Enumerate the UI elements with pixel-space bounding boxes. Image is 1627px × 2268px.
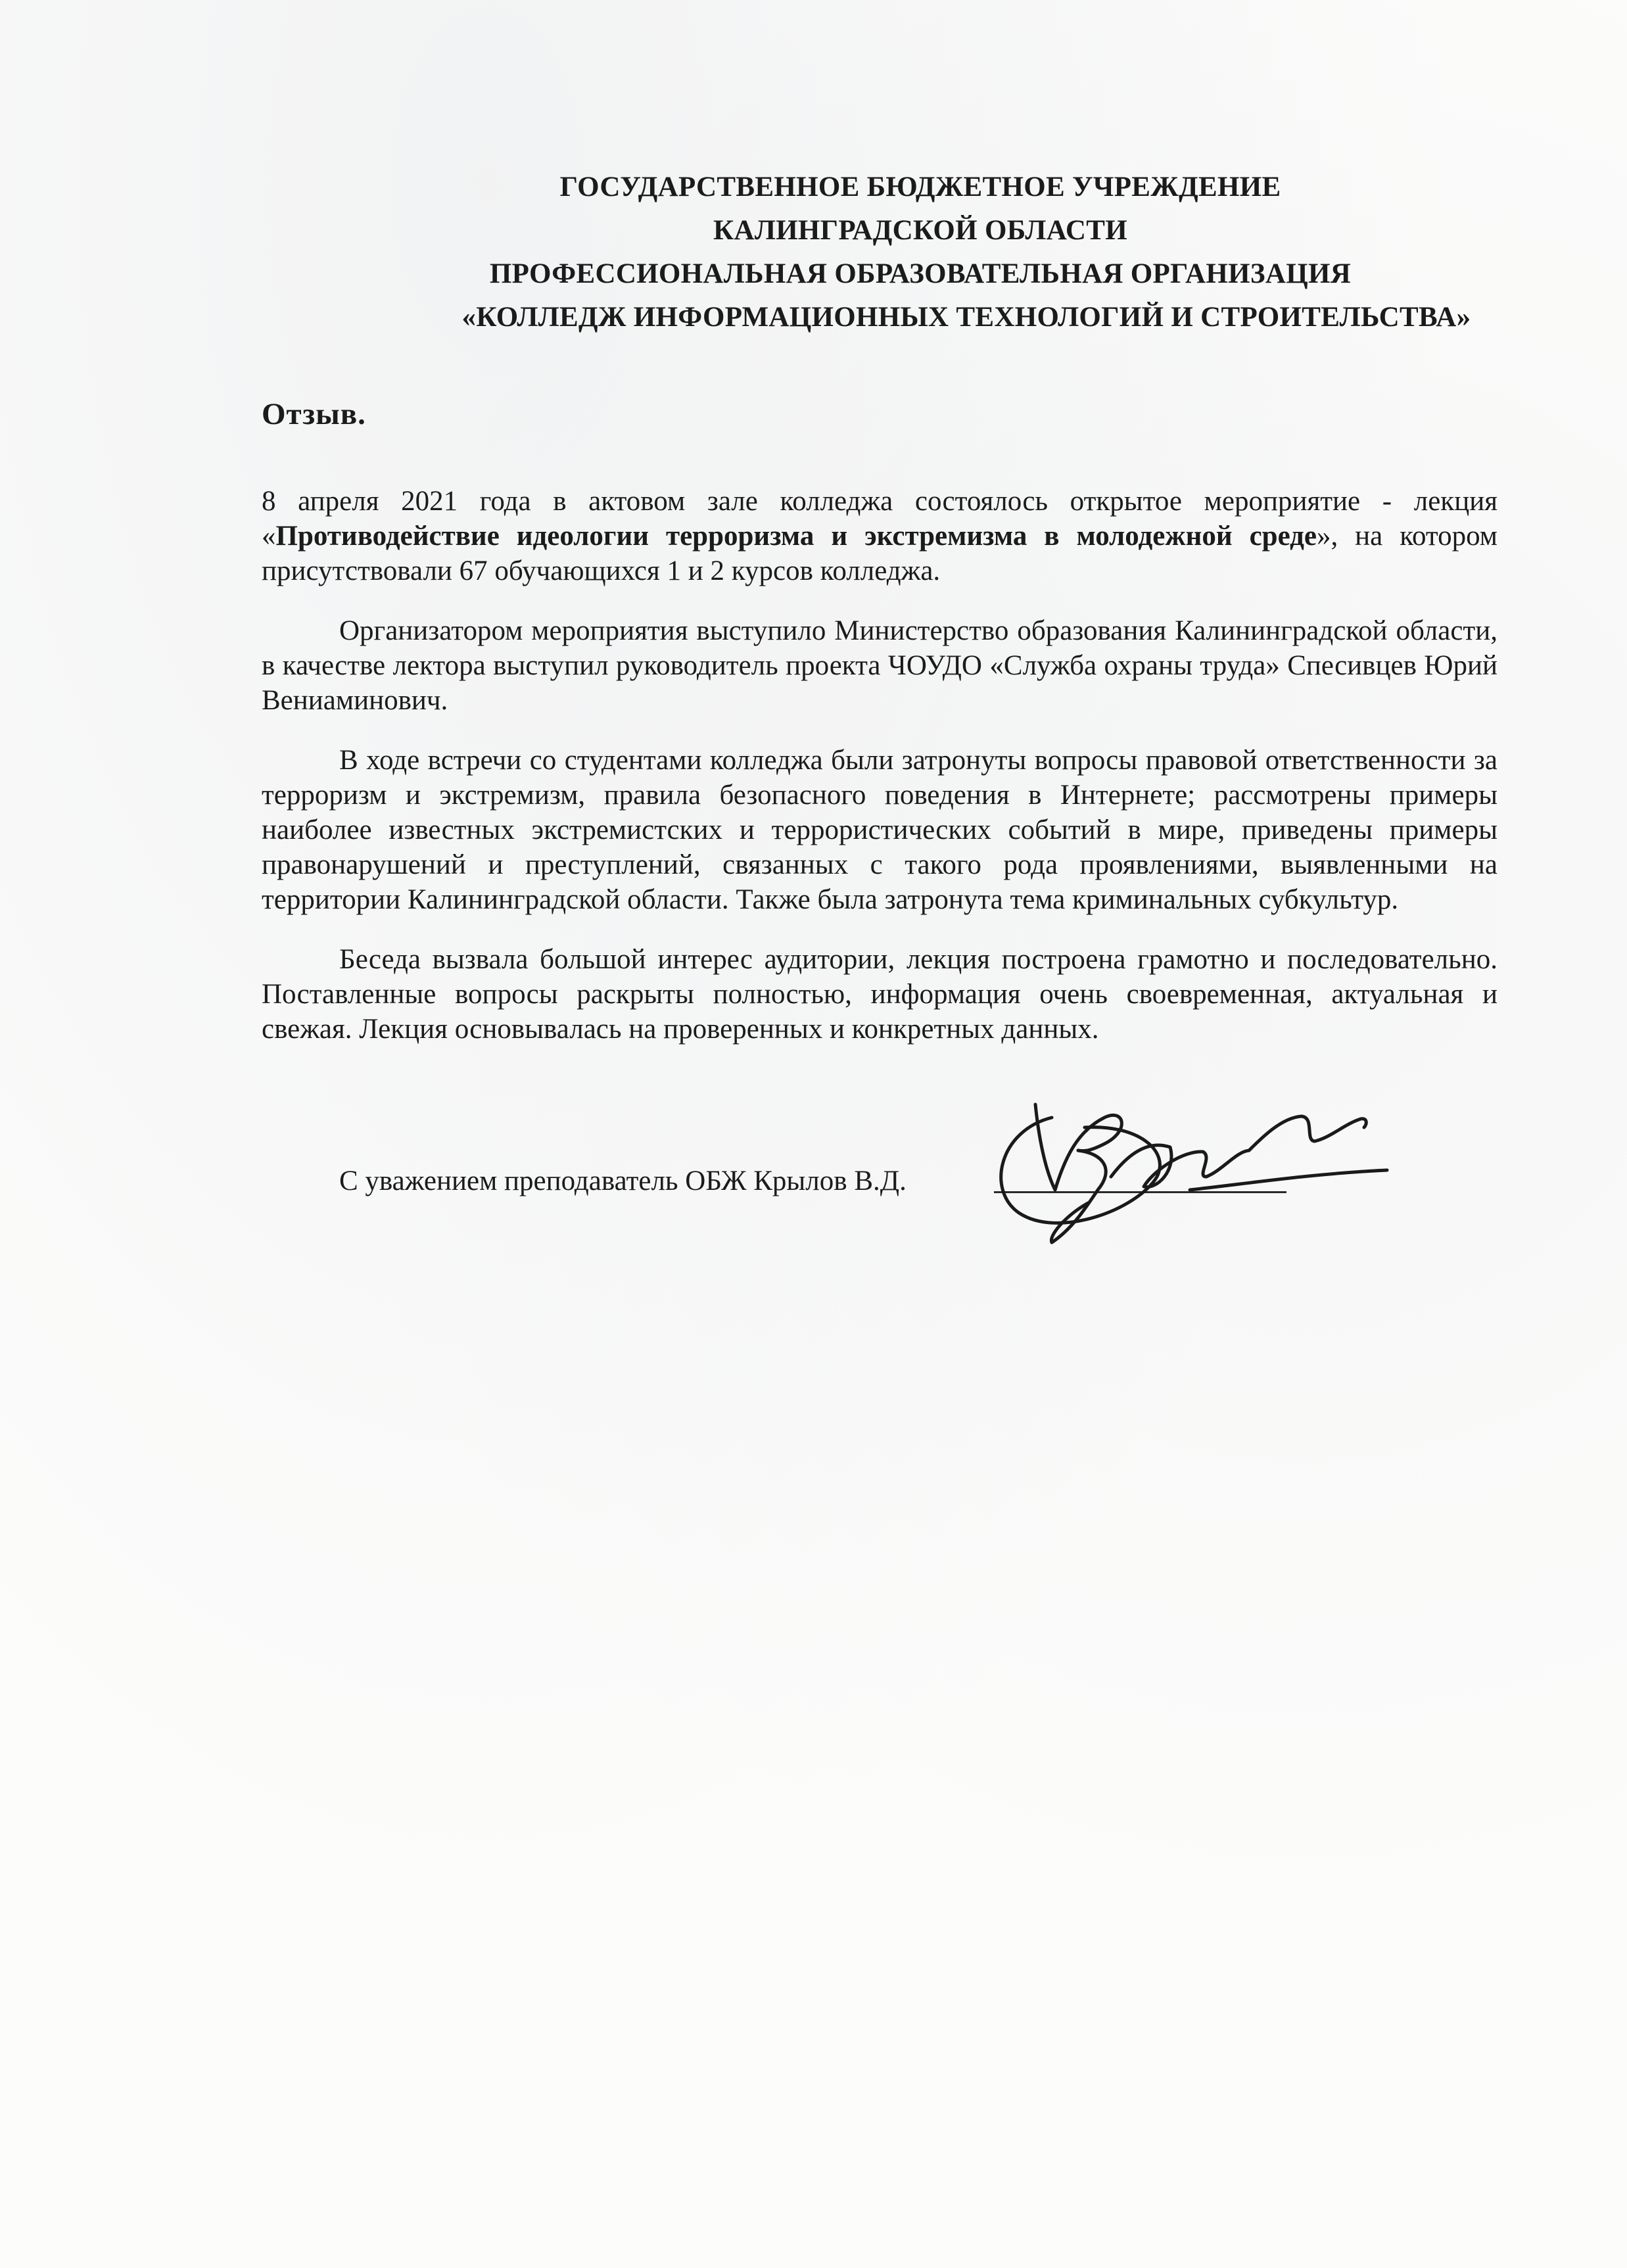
document-title: Отзыв. (262, 397, 366, 431)
header-line-2: КАЛИНГРАДСКОЙ ОБЛАСТИ (713, 215, 1127, 246)
paragraph-1-start: 8 апреля 2021 года в актовом зале колледжа состоялось открытое мероприятие - лекция « (262, 486, 1497, 552)
signature-line (262, 1164, 907, 1198)
paragraph-1-end: », на котором присутствовали 67 обучающихся 1 и 2 курсов колледжа. (262, 521, 1498, 586)
paragraph-4: Беседа вызвала большой интерес аудитории, лекция построена грамотно и последовательно. Поставленные вопросы раскрыты полностью, информация очень своевременная, актуальная и свежая. Лекция основывалась на проверенных и конкретных данных. (262, 944, 1497, 1045)
signature-stroke-flourish (1190, 1170, 1387, 1190)
signature-text: С уважением преподаватель ОБЖ Крылов В.Д. (339, 1166, 907, 1196)
lecture-title: Противодействие идеологии терроризма и экстремизма в молодежной среде (275, 521, 1317, 552)
organization-header (355, 166, 1486, 339)
signature-stroke-tail (1249, 1116, 1366, 1150)
handwritten-signature (973, 1078, 1394, 1249)
signature-stroke-descender (1051, 1150, 1106, 1242)
signature-stroke-middle (1111, 1145, 1249, 1187)
paragraph-3: В ходе встречи со студентами колледжа были затронуты вопросы правовой ответственности за терроризм и экстремизм, правила безопасного поведения в Интернете; рассмотрены примеры наиболее известных экстремистских и террористических событий в мире, приведены примеры правонарушений и преступлений, связанных с такого рода проявлениями, выявленными на территории Калининградской области. Также была затронута тема криминальных субкультур. (262, 745, 1497, 915)
paragraph-2: Организатором мероприятия выступило Министерство образования Калининградской области, в качестве лектора выступил руководитель проекта ЧОУДО «Служба охраны труда» Спесивцев Юрий Вениаминович. (262, 615, 1497, 716)
header-line-4: «КОЛЛЕДЖ ИНФОРМАЦИОННЫХ ТЕХНОЛОГИЙ И СТРОИТЕЛЬСТВА» (461, 302, 1471, 333)
header-line-3: ПРОФЕССИОНАЛЬНАЯ ОБРАЗОВАТЕЛЬНАЯ ОРГАНИЗАЦИЯ (489, 258, 1352, 289)
paragraph-1 (262, 484, 1497, 588)
document-body (262, 484, 1497, 1072)
header-line-1: ГОСУДАРСТВЕННОЕ БЮДЖЕТНОЕ УЧРЕЖДЕНИЕ (559, 172, 1281, 202)
